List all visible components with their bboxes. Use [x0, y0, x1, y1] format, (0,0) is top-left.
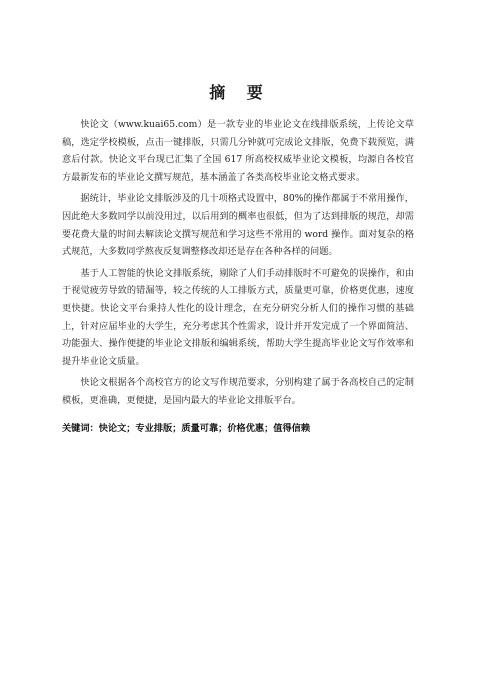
abstract-paragraph-2: 据统计，毕业论文排版涉及的几十项格式设置中，80%的操作都属于不常用操作，因此绝大多数同学以前没用过，以后用到的概率也很低，但为了达到排版的规范，却需要花费大量的时间去解读论文撰写规范和学习这些不常用的 word 操作。面对复杂的格式规范，大多数同学熬夜反复调整修改却还是存在各种各样的问题。	[62, 193, 414, 258]
abstract-title: 摘 要	[209, 83, 271, 102]
abstract-body	[62, 116, 414, 437]
abstract-paragraph-4: 快论文根据各个高校官方的论文写作规范要求，分别构建了属于各高校自己的定制模板，更准确，更便捷，是国内最大的毕业论文排版平台。	[62, 377, 414, 406]
abstract-paragraph-1: 快论文（www.kuai65.com）是一款专业的毕业论文在线排版系统，上传论文草稿，选定学校模板，点击一键排版，只需几分钟就可完成论文排版，免费下载预览，满意后付款。快论文平台现已汇集了全国 617 所高校权威毕业论文模板，均源自各校官方最新发布的毕业论文撰写规范，基本涵盖了各类高校毕业论文格式要求。	[62, 119, 414, 183]
keywords-line: 关键词：快论文；专业排版；质量可靠；价格优惠；值得信赖	[62, 422, 311, 434]
abstract-paragraph-3: 基于人工智能的快论文排版系统，剔除了人们手动排版时不可避免的误操作，和由于视觉疲劳导致的错漏等，较之传统的人工排版方式，质量更可靠，价格更优惠，速度更快捷。快论文平台秉持人性化的设计理念，在充分研究分析人们的操作习惯的基础上，针对应届毕业的大学生，充分考虑其个性需求，设计并开发完成了一个界面简洁、功能强大、操作便捷的毕业论文排版和编辑系统，帮助大学生提高毕业论文写作效率和提升毕业论文质量。	[62, 267, 414, 367]
